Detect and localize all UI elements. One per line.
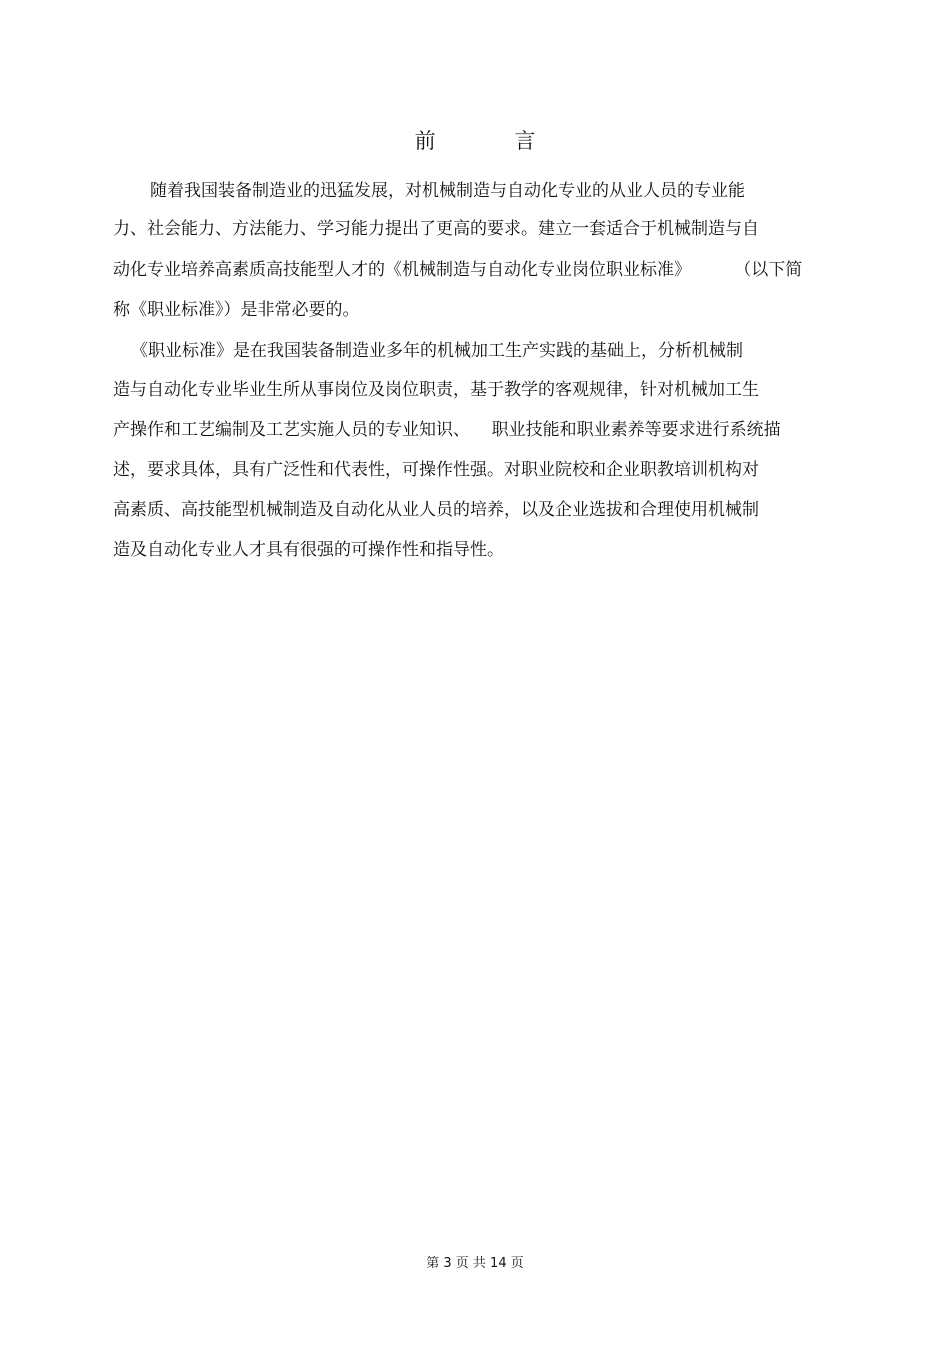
paragraph-1-line-4: 称《职业标准》）是非常必要的。 xyxy=(113,300,360,320)
paragraph-1-line-2: 力、社会能力、方法能力、学习能力提出了更高的要求。建立一套适合于机械制造与自 xyxy=(113,219,759,239)
page-title: 前 言 xyxy=(414,129,572,153)
paragraph-2-line-5: 高素质、高技能型机械制造及自动化从业人员的培养，以及企业选拔和合理使用机械制 xyxy=(113,500,759,520)
paragraph-2-line-1: 《职业标准》是在我国装备制造业多年的机械加工生产实践的基础上，分析机械制 xyxy=(131,341,743,361)
page-footer: 第 3 页 共 14 页 xyxy=(426,1256,524,1271)
paragraph-2-line-2: 造与自动化专业毕业生所从事岗位及岗位职责，基于教学的客观规律，针对机械加工生 xyxy=(113,380,759,400)
paragraph-1-line-3: 动化专业培养高素质高技能型人才的《机械制造与自动化专业岗位职业标准》 （以下简 xyxy=(113,260,803,280)
paragraph-2-line-3: 产操作和工艺编制及工艺实施人员的专业知识、 职业技能和职业素养等要求进行系统描 xyxy=(113,420,781,440)
paragraph-2-line-4: 述，要求具体，具有广泛性和代表性，可操作性强。对职业院校和企业职教培训机构对 xyxy=(113,460,759,480)
paragraph-1-line-1: 随着我国装备制造业的迅猛发展，对机械制造与自动化专业的从业人员的专业能 xyxy=(150,181,745,201)
paragraph-2-line-6: 造及自动化专业人才具有很强的可操作性和指导性。 xyxy=(113,540,504,560)
